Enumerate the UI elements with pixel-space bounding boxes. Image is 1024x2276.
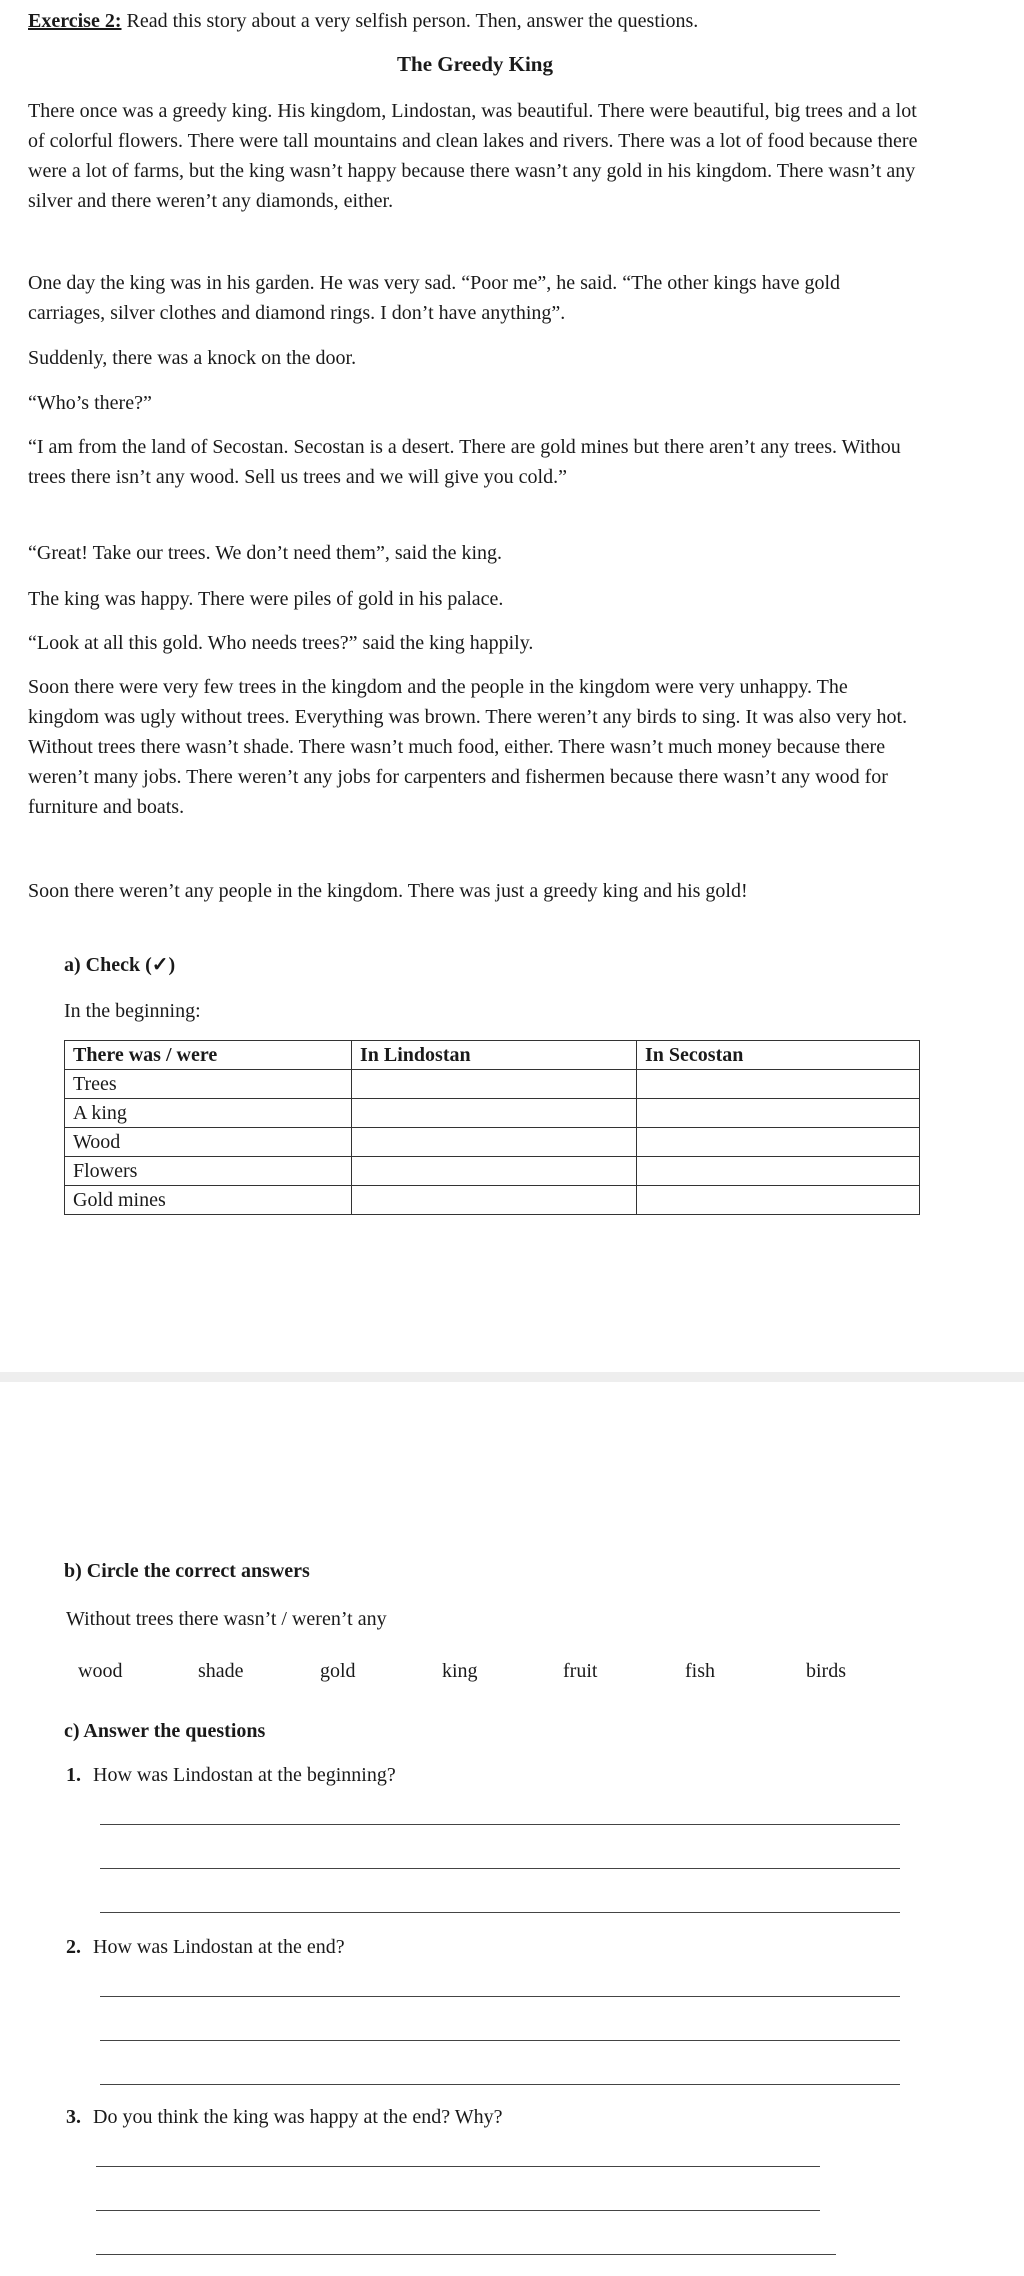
question-1-text: How was Lindostan at the beginning? <box>93 1764 396 1786</box>
story-paragraph-9: Soon there were very few trees in the kingdom and the people in the kingdom were very unhappy. The kingdom was ugly without trees. Everything was brown. There weren’t any birds to sing. It was also very hot. Without trees there wasn’t shade. There wasn’t much food, either. There wasn’t much money because there weren’t many jobs. There weren’t any jobs for carpenters and fishermen because there wasn’t any wood for furniture and boats. <box>28 676 908 818</box>
check-cell-secostan[interactable] <box>637 1128 920 1157</box>
story-paragraph-6: “Great! Take our trees. We don’t need them”, said the king. <box>28 542 503 564</box>
check-cell-secostan[interactable] <box>637 1070 920 1099</box>
option-wood[interactable]: wood <box>78 1660 123 1682</box>
question-1 <box>66 1764 396 1787</box>
answer-options <box>78 1660 878 1683</box>
story-paragraph-4: “Who’s there?” <box>28 392 152 414</box>
answer-line[interactable] <box>100 2040 900 2041</box>
page-separator <box>0 1372 1024 1382</box>
question-3-text: Do you think the king was happy at the end? Why? <box>93 2106 503 2128</box>
option-shade[interactable]: shade <box>198 1660 244 1682</box>
question-2 <box>66 1936 345 1959</box>
question-2-number: 2. <box>66 1936 81 1958</box>
question-2-text: How was Lindostan at the end? <box>93 1936 345 1958</box>
check-table-header-row <box>65 1041 920 1070</box>
story-title: The Greedy King <box>397 52 553 76</box>
option-king[interactable]: king <box>442 1660 478 1682</box>
part-b-prompt: Without trees there wasn’t / weren’t any <box>66 1608 387 1630</box>
question-3-number: 3. <box>66 2106 81 2128</box>
story-paragraph-5: “I am from the land of Secostan. Secostan is a desert. There are gold mines but there aren’t any trees. Withou trees there isn’t any wood. Sell us trees and we will give you cold.” <box>28 436 901 488</box>
answer-line[interactable] <box>96 2210 820 2211</box>
question-3 <box>66 2106 503 2129</box>
table-row <box>65 1128 920 1157</box>
option-gold[interactable]: gold <box>320 1660 356 1682</box>
answer-line[interactable] <box>100 1824 900 1825</box>
part-c-heading: c) Answer the questions <box>64 1720 266 1742</box>
story-paragraph-2: One day the king was in his garden. He was very sad. “Poor me”, he said. “The other kings have gold carriages, silver clothes and diamond rings. I don’t have anything”. <box>28 272 841 324</box>
table-row <box>65 1186 920 1215</box>
answer-line[interactable] <box>100 1912 900 1913</box>
question-1-number: 1. <box>66 1764 81 1786</box>
exercise-label: Exercise 2: <box>28 10 122 32</box>
table-row <box>65 1070 920 1099</box>
table-header-there-was: There was / were <box>65 1041 352 1070</box>
option-fish[interactable]: fish <box>685 1660 715 1682</box>
table-row-label: Flowers <box>65 1157 352 1186</box>
table-row <box>65 1157 920 1186</box>
option-fruit[interactable]: fruit <box>563 1660 598 1682</box>
check-table <box>64 1040 920 1215</box>
table-row-label: Gold mines <box>65 1186 352 1215</box>
check-cell-lindostan[interactable] <box>352 1099 637 1128</box>
answer-line[interactable] <box>100 1868 900 1869</box>
check-cell-secostan[interactable] <box>637 1157 920 1186</box>
exercise-header <box>28 10 698 33</box>
part-a-heading: a) Check (✓) <box>64 954 176 976</box>
answer-line[interactable] <box>100 1996 900 1997</box>
table-header-lindostan: In Lindostan <box>352 1041 637 1070</box>
story-paragraph-7: The king was happy. There were piles of gold in his palace. <box>28 588 504 610</box>
check-cell-secostan[interactable] <box>637 1099 920 1128</box>
part-b-heading: b) Circle the correct answers <box>64 1560 310 1582</box>
table-row-label: Trees <box>65 1070 352 1099</box>
check-cell-lindostan[interactable] <box>352 1070 637 1099</box>
story-paragraph-10: Soon there weren’t any people in the kingdom. There was just a greedy king and his gold! <box>28 880 748 902</box>
story-paragraph-3: Suddenly, there was a knock on the door. <box>28 347 357 369</box>
story-paragraph-8: “Look at all this gold. Who needs trees?” said the king happily. <box>28 632 534 654</box>
table-row <box>65 1099 920 1128</box>
check-cell-lindostan[interactable] <box>352 1128 637 1157</box>
story-paragraph-1: There once was a greedy king. His kingdom, Lindostan, was beautiful. There were beautiful, big trees and a lot of colorful flowers. There were tall mountains and clean lakes and rivers. There was a lot of food because there were a lot of farms, but the king wasn’t happy because there wasn’t any gold in his kingdom. There wasn’t any silver and there weren’t any diamonds, either. <box>28 100 918 212</box>
check-cell-lindostan[interactable] <box>352 1157 637 1186</box>
part-a-intro: In the beginning: <box>64 1000 201 1022</box>
answer-line[interactable] <box>96 2254 836 2255</box>
check-cell-secostan[interactable] <box>637 1186 920 1215</box>
answer-line[interactable] <box>100 2084 900 2085</box>
exercise-instruction: Read this story about a very selfish person. Then, answer the questions. <box>126 10 699 32</box>
option-birds[interactable]: birds <box>806 1660 846 1682</box>
table-row-label: Wood <box>65 1128 352 1157</box>
table-header-secostan: In Secostan <box>637 1041 920 1070</box>
check-cell-lindostan[interactable] <box>352 1186 637 1215</box>
table-row-label: A king <box>65 1099 352 1128</box>
answer-line[interactable] <box>96 2166 820 2167</box>
